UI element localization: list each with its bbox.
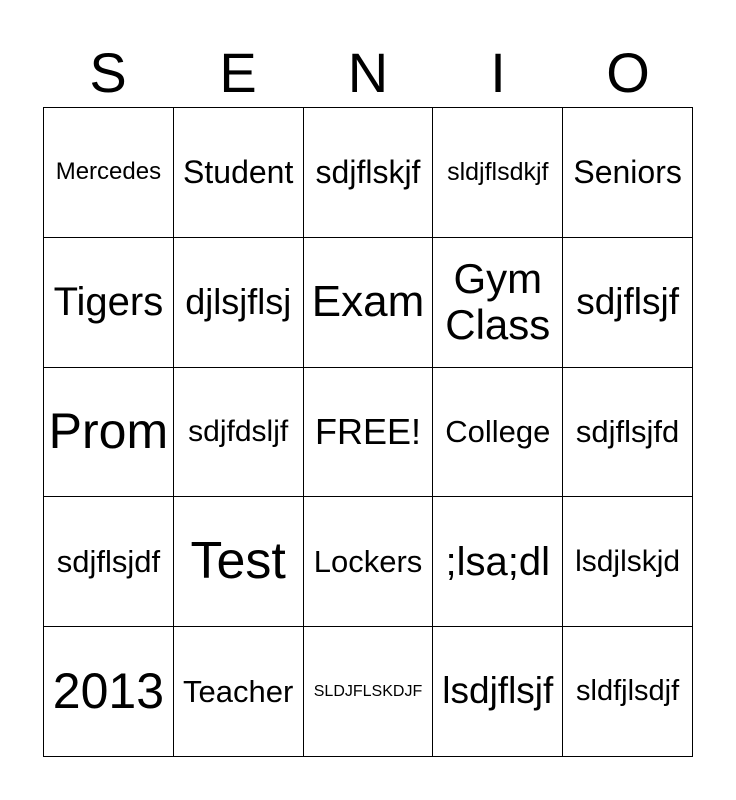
bingo-cell[interactable]: sdjflsjdf bbox=[44, 497, 174, 627]
bingo-cell[interactable]: lsdjflsjf bbox=[433, 627, 563, 757]
bingo-cell[interactable]: Tigers bbox=[44, 238, 174, 368]
bingo-cell[interactable]: Exam bbox=[304, 238, 434, 368]
bingo-cell[interactable]: Teacher bbox=[174, 627, 304, 757]
bingo-cell[interactable]: sldfjlsdjf bbox=[563, 627, 693, 757]
bingo-cell[interactable]: SLDJFLSKDJF bbox=[304, 627, 434, 757]
bingo-cell[interactable]: sdjflsjf bbox=[563, 238, 693, 368]
bingo-cell[interactable]: Prom bbox=[44, 368, 174, 498]
header-letter-s: S bbox=[89, 41, 127, 104]
header-letter-n: N bbox=[347, 41, 389, 104]
free-space-cell[interactable]: FREE! bbox=[304, 368, 434, 498]
bingo-cell[interactable]: ;lsa;dl bbox=[433, 497, 563, 627]
bingo-cell[interactable]: Mercedes bbox=[44, 108, 174, 238]
bingo-cell[interactable]: sldjflsdkjf bbox=[433, 108, 563, 238]
bingo-cell[interactable]: Lockers bbox=[304, 497, 434, 627]
header-letter-e: E bbox=[219, 41, 257, 104]
bingo-cell[interactable]: Test bbox=[174, 497, 304, 627]
bingo-cell[interactable]: College bbox=[433, 368, 563, 498]
bingo-cell[interactable]: sdjflsjfd bbox=[563, 368, 693, 498]
bingo-cell[interactable]: 2013 bbox=[44, 627, 174, 757]
bingo-cell[interactable]: Gym Class bbox=[433, 238, 563, 368]
bingo-cell[interactable]: lsdjlskjd bbox=[563, 497, 693, 627]
bingo-cell[interactable]: sdjflskjf bbox=[304, 108, 434, 238]
bingo-board bbox=[43, 107, 693, 757]
bingo-cell[interactable]: sdjfdsljf bbox=[174, 368, 304, 498]
bingo-cell[interactable]: djlsjflsj bbox=[174, 238, 304, 368]
header-letter-o: O bbox=[606, 41, 650, 104]
bingo-cell[interactable]: Student bbox=[174, 108, 304, 238]
bingo-cell[interactable]: Seniors bbox=[563, 108, 693, 238]
header-letter-i: I bbox=[490, 41, 506, 104]
bingo-header bbox=[43, 38, 693, 108]
